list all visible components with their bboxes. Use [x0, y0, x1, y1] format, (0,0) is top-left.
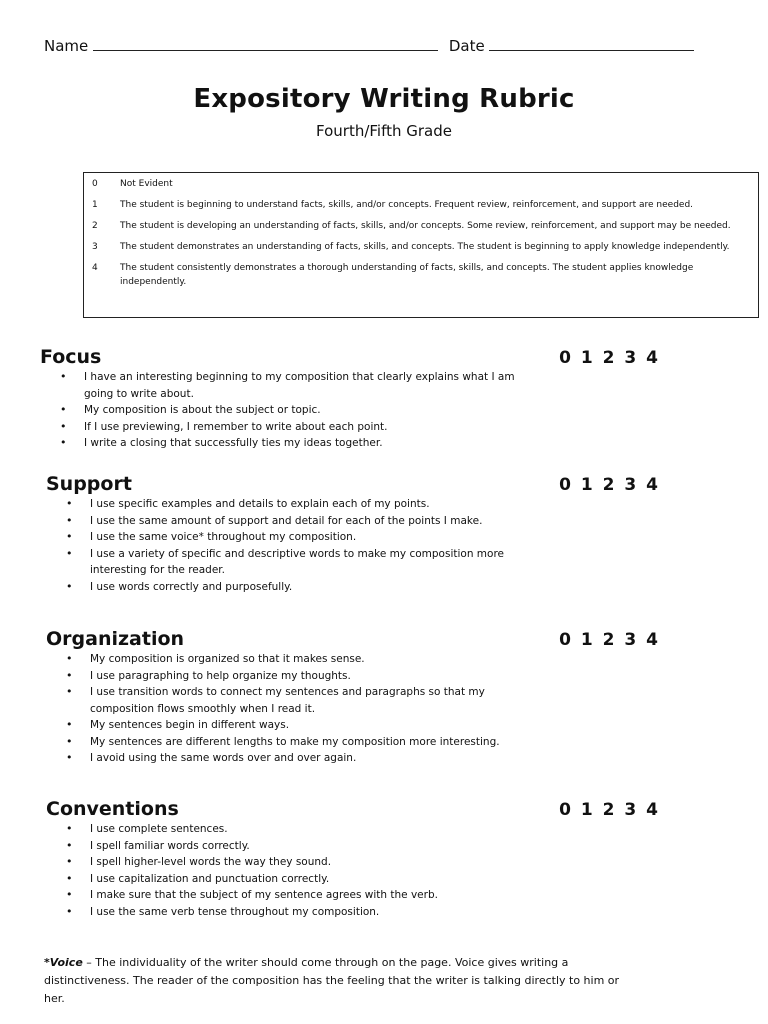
list-item: • My composition is organized so that it makes sense.	[46, 651, 530, 668]
list-item: • I use a variety of specific and descriptive words to make my composition more interesting for the reader.	[46, 546, 530, 579]
list-item: • I use the same verb tense throughout my composition.	[46, 904, 530, 921]
list-item: • My sentences begin in different ways.	[46, 717, 530, 734]
section-support	[46, 473, 666, 595]
scale-description: The student is beginning to understand facts, skills, and/or concepts. Frequent review, reinforcement, and support are needed.	[120, 200, 694, 210]
section-conventions	[46, 798, 666, 920]
list-item: • I have an interesting beginning to my composition that clearly explains what I am going to write about.	[40, 369, 524, 402]
list-item: • I use complete sentences.	[46, 821, 530, 838]
footnote-label: *Voice	[44, 956, 83, 969]
scale-level: 3	[92, 242, 98, 252]
section-organization	[46, 628, 666, 767]
scale-description: Not Evident	[120, 179, 173, 189]
list-item: • I make sure that the subject of my sentence agrees with the verb.	[46, 887, 530, 904]
name-field[interactable]	[93, 36, 438, 51]
score-options[interactable]: 0 1 2 3 4	[559, 475, 660, 495]
scale-level: 4	[92, 263, 98, 273]
scale-level: 2	[92, 221, 98, 231]
section-title: Support	[46, 473, 132, 495]
footnote-text: – The individuality of the writer should come through on the page. Voice gives writing a distinctiveness. The reader of the composition has the feeling that the writer is talking directly to him or her.	[44, 956, 620, 1005]
scale-level: 0	[92, 179, 98, 189]
list-item: • I use the same amount of support and detail for each of the points I make.	[46, 513, 530, 530]
section-title: Focus	[40, 346, 102, 368]
list-item: • I avoid using the same words over and over again.	[46, 750, 530, 767]
list-item: • I use words correctly and purposefully.	[46, 579, 530, 596]
scale-row	[92, 240, 750, 254]
name-label: Name	[44, 37, 89, 55]
scale-description: The student consistently demonstrates a thorough understanding of facts, skills, and concepts. The student applies knowledge independently.	[120, 263, 694, 287]
scale-row	[92, 219, 750, 233]
date-field[interactable]	[489, 36, 694, 51]
list-item: • I use paragraphing to help organize my thoughts.	[46, 668, 530, 685]
list-item: • I write a closing that successfully ties my ideas together.	[40, 435, 524, 452]
list-item: • My composition is about the subject or topic.	[40, 402, 524, 419]
scale-description: The student is developing an understanding of facts, skills, and/or concepts. Some review, reinforcement, and support may be needed.	[120, 221, 731, 231]
list-item: • My sentences are different lengths to make my composition more interesting.	[46, 734, 530, 751]
scale-description: The student demonstrates an understanding of facts, skills, and concepts. The student is beginning to apply knowledge independently.	[120, 242, 730, 252]
list-item: • If I use previewing, I remember to write about each point.	[40, 419, 524, 436]
list-item: • I use the same voice* throughout my composition.	[46, 529, 530, 546]
list-item: • I use capitalization and punctuation correctly.	[46, 871, 530, 888]
score-options[interactable]: 0 1 2 3 4	[559, 800, 660, 820]
scale-row	[92, 261, 750, 289]
list-item: • I use specific examples and details to explain each of my points.	[46, 496, 530, 513]
scale-row	[92, 177, 750, 191]
voice-footnote	[44, 954, 624, 1008]
score-options[interactable]: 0 1 2 3 4	[559, 348, 660, 368]
scale-level: 1	[92, 200, 98, 210]
list-item: • I spell higher-level words the way they sound.	[46, 854, 530, 871]
section-focus	[40, 346, 660, 452]
list-item: • I use transition words to connect my sentences and paragraphs so that my composition flows smoothly when I read it.	[46, 684, 530, 717]
page-title: Expository Writing Rubric	[193, 84, 575, 114]
date-label: Date	[448, 37, 485, 55]
section-title: Conventions	[46, 798, 179, 820]
name-date-line	[44, 36, 744, 55]
score-options[interactable]: 0 1 2 3 4	[559, 630, 660, 650]
list-item: • I spell familiar words correctly.	[46, 838, 530, 855]
scoring-scale-box	[83, 172, 759, 318]
page-subtitle: Fourth/Fifth Grade	[316, 122, 452, 140]
scale-row	[92, 198, 750, 212]
section-title: Organization	[46, 628, 185, 650]
